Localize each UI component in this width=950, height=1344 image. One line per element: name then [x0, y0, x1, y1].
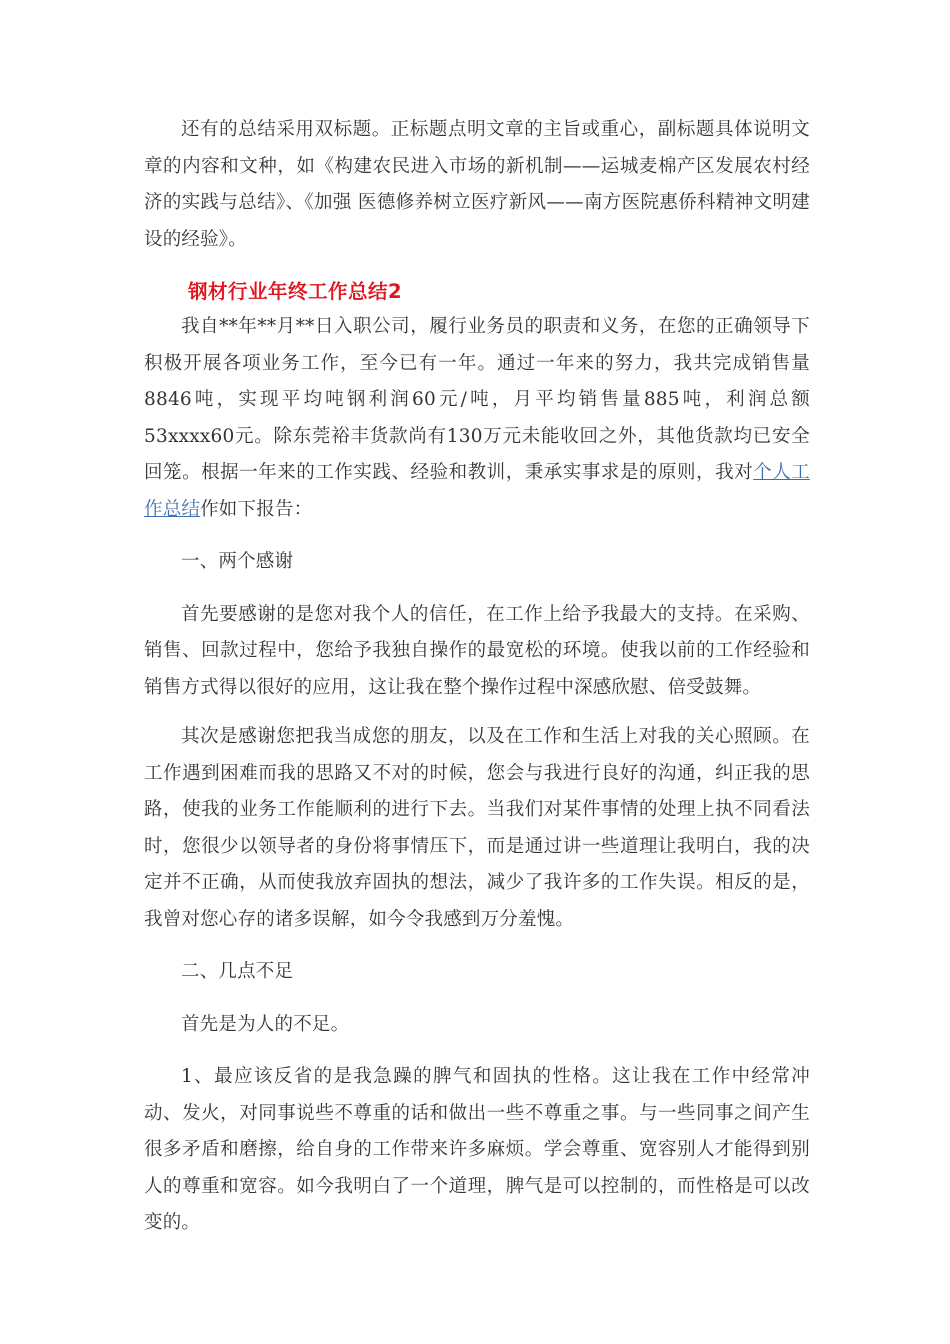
opening-paragraph: [144, 309, 810, 528]
personal-work-summary-link[interactable]: 个人工作总结: [144, 462, 810, 520]
section2-intro: 首先是为人的不足。: [181, 1013, 350, 1035]
document-page: [144, 112, 810, 1242]
section2-title: 二、几点不足: [181, 961, 294, 982]
opening-text: 我自**年**月**日入职公司，履行业务员的职责和义务，在您的正确领导下积极开展各项业务工作，至今已有一年。通过一年来的努力，我共完成销售量8846吨，实现平均吨钢利润60元/吨，月平均销售量885吨，利润总额53xxxx60元。除东莞裕丰货款尚有130万元未能收回之外，其他货款均已安全回笼。根据一年来的工作实践、经验和教训，秉承实事求是的原则，我对: [144, 316, 810, 483]
section1-paragraph-2: 其次是感谢您把我当成您的朋友，以及在工作和生活上对我的关心照顾。在工作遇到困难而我的思路又不对的时候，您会与我进行良好的沟通，纠正我的思路，使我的业务工作能顺利的进行下去。当我们对某件事情的处理上执不同看法时，您很少以领导者的身份将事情压下，而是通过讲一些道理让我明白，我的决定并不正确，从而使我放弃固执的想法，减少了我许多的工作失误。相反的是，我曾对您心存的诸多误解，如今令我感到万分羞愧。: [144, 726, 810, 930]
section1-paragraph-1: 首先要感谢的是您对我个人的信任，在工作上给予我最大的支持。在采购、销售、回款过程中，您给予我独自操作的最宽松的环境。使我以前的工作经验和销售方式得以很好的应用，这让我在整个操作过程中深感欣慰、倍受鼓舞。: [144, 603, 810, 698]
intro-paragraph: 还有的总结采用双标题。正标题点明文章的主旨或重心，副标题具体说明文章的内容和文种，如《构建农民进入市场的新机制——运城麦棉产区发展农村经济的实践与总结》、《加强 医德修养树立医疗新风——南方医院惠侨科精神文明建设的经验》。: [144, 119, 810, 250]
section2-item-1: 1、最应该反省的是我急躁的脾气和固执的性格。这让我在工作中经常冲动、发火，对同事说些不尊重的话和做出一些不尊重之事。与一些同事之间产生很多矛盾和磨擦，给自身的工作带来许多麻烦。学会尊重、宽容别人才能得到别人的尊重和宽容。如今我明白了一个道理，脾气是可以控制的，而性格是可以改变的。: [144, 1066, 810, 1233]
section-heading: 钢材行业年终工作总结2: [188, 280, 403, 303]
section1-title: 一、两个感谢: [181, 551, 294, 572]
opening-text-end: 作如下报告：: [200, 498, 313, 520]
